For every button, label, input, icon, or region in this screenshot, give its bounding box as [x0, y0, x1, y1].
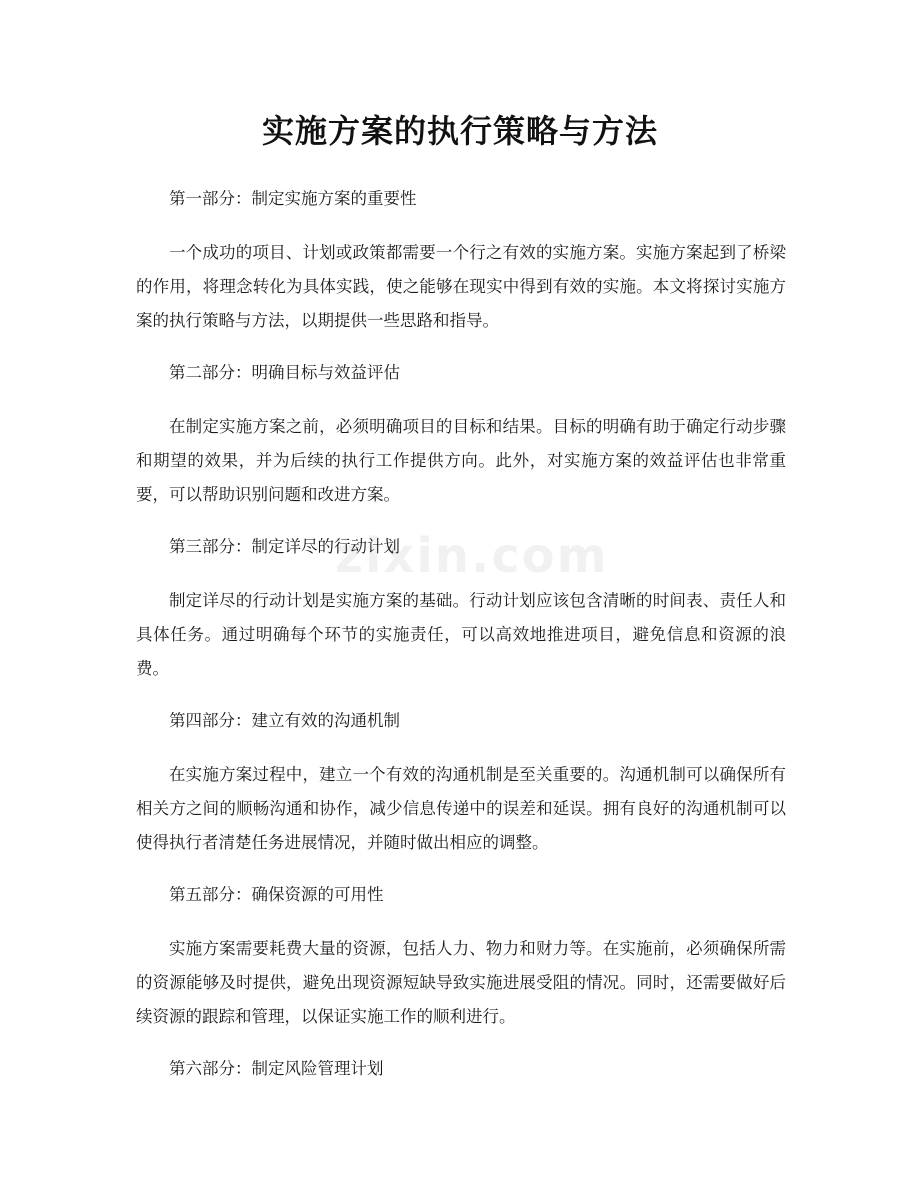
section-heading: 第四部分：建立有效的沟通机制 — [169, 711, 400, 730]
section-heading: 第一部分：制定实施方案的重要性 — [169, 189, 417, 208]
section-paragraph: 在制定实施方案之前，必须明确项目的目标和结果。目标的明确有助于确定行动步骤和期望的效果，并为后续的执行工作提供方向。此外，对实施方案的效益评估也非常重要，可以帮助识别问题和改进方案。 — [136, 417, 786, 504]
section-heading: 第三部分：制定详尽的行动计划 — [169, 537, 400, 556]
section-paragraph: 在实施方案过程中，建立一个有效的沟通机制是至关重要的。沟通机制可以确保所有相关方之间的顺畅沟通和协作，减少信息传递中的误差和延误。拥有良好的沟通机制可以使得执行者清楚任务进展情况，并随时做出相应的调整。 — [136, 765, 786, 852]
section-paragraph: 制定详尽的行动计划是实施方案的基础。行动计划应该包含清晰的时间表、责任人和具体任务。通过明确每个环节的实施责任，可以高效地推进项目，避免信息和资源的浪费。 — [136, 591, 786, 678]
watermark: zixin.com — [335, 528, 609, 584]
section-paragraph: 实施方案需要耗费大量的资源，包括人力、物力和财力等。在实施前，必须确保所需的资源能够及时提供，避免出现资源短缺导致实施进展受阻的情况。同时，还需要做好后续资源的跟踪和管理，以保证实施工作的顺利进行。 — [136, 939, 786, 1026]
section-heading: 第二部分：明确目标与效益评估 — [169, 363, 400, 382]
document-title: 实施方案的执行策略与方法 — [261, 112, 658, 150]
document-body — [136, 184, 786, 1106]
section-heading: 第五部分：确保资源的可用性 — [169, 885, 384, 904]
section-paragraph: 一个成功的项目、计划或政策都需要一个行之有效的实施方案。实施方案起到了桥梁的作用，将理念转化为具体实践，使之能够在现实中得到有效的实施。本文将探讨实施方案的执行策略与方法，以期提供一些思路和指导。 — [136, 243, 786, 330]
section-heading: 第六部分：制定风险管理计划 — [169, 1059, 384, 1078]
